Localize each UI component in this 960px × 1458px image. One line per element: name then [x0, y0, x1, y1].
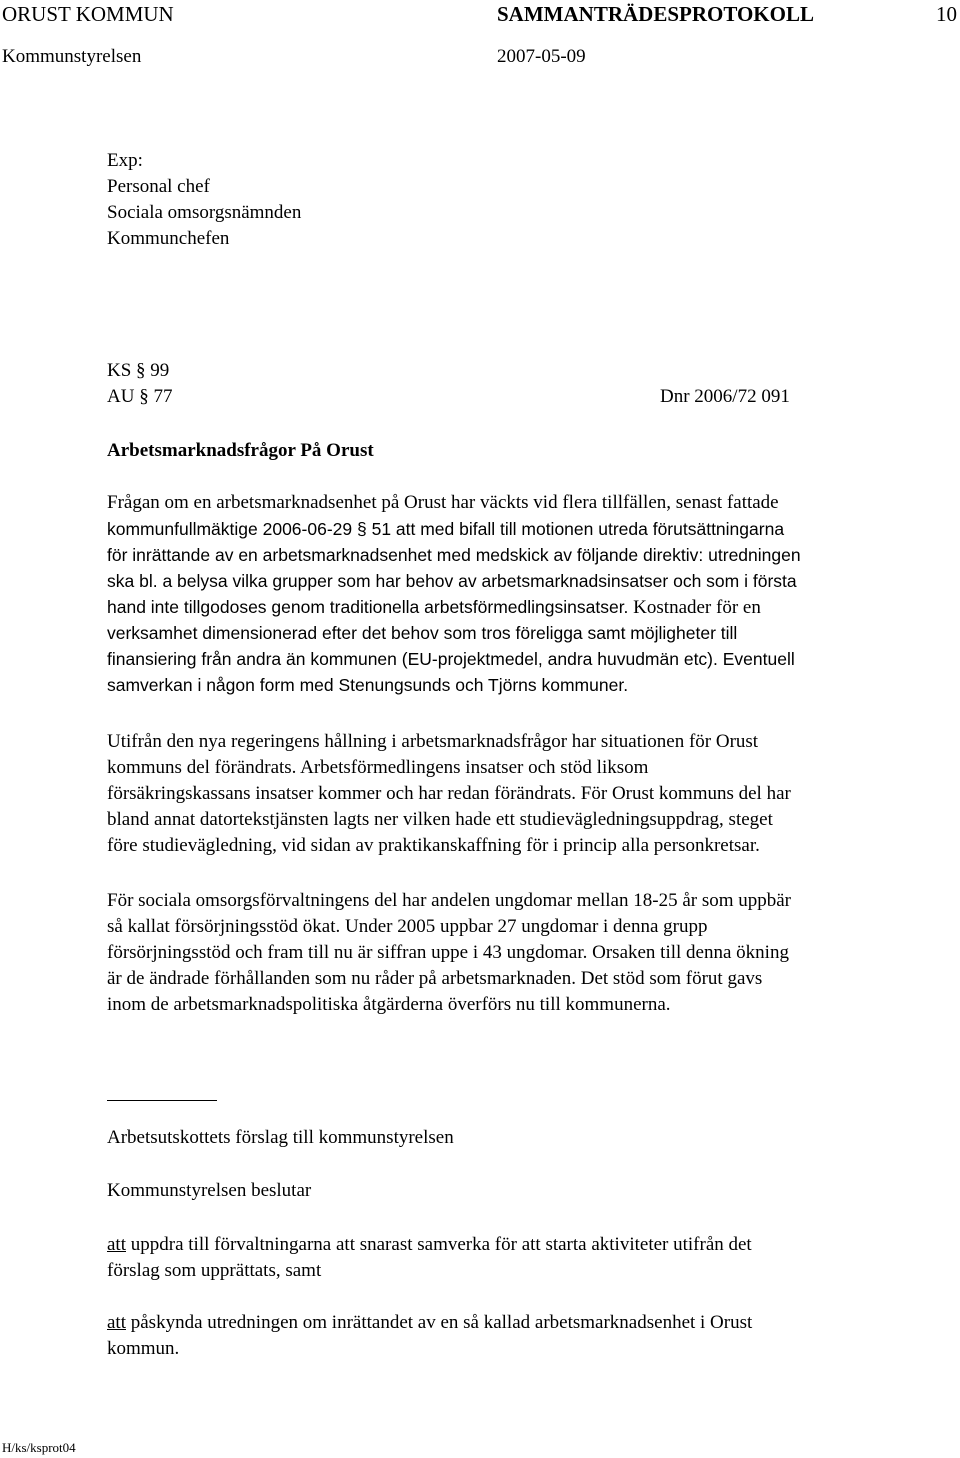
decision-text: uppdra till förvaltningarna att snarast samverka för att starta aktiviteter utifrån det [126, 1234, 752, 1255]
paragraph-line: kommunfullmäktige 2006-06-29 § 51 att med bifall till motionen utreda förutsättningarna [107, 519, 785, 539]
recipient: Personal chef [107, 176, 210, 197]
paragraph-line: för inrättande av en arbetsmarknadsenhet med medskick av följande direktiv: utredningen [107, 545, 801, 565]
recipient: Kommunchefen [107, 228, 230, 249]
distribution-list [107, 148, 301, 252]
paragraph-line: före studievägledning, vid sidan av praktikanskaffning för i princip alla personkretsar. [107, 835, 760, 856]
separator-rule [107, 1100, 217, 1101]
decision-item [107, 1310, 752, 1362]
case-references [107, 358, 827, 410]
paragraph-line: bland annat datortekstjänsten lagts ner vilken hade ett studievägledningsuppdrag, steget [107, 809, 773, 830]
paragraph-line: ska bl. a belysa vilka grupper som har behov av arbetsmarknadsinsatser och som i första [107, 571, 797, 591]
paragraph-line: Utifrån den nya regeringens hållning i arbetsmarknadsfrågor har situationen för Orust [107, 731, 759, 752]
decision-keyword: att [107, 1312, 126, 1333]
paragraph-line: finansiering från andra än kommunen (EU-projektmedel, andra huvudmän etc). Eventuell [107, 649, 795, 669]
decision-keyword: att [107, 1234, 126, 1255]
footer-path: H/ks/ksprot04 [2, 1440, 76, 1455]
paragraph-line: samverkan i någon form med Stenungsunds och Tjörns kommuner. [107, 675, 629, 695]
diary-number: Dnr 2006/72 091 [660, 386, 790, 407]
committee-name: Kommunstyrelsen [2, 46, 142, 67]
distribution-label: Exp: [107, 150, 143, 171]
decision-text: förslag som upprättats, samt [107, 1260, 322, 1281]
paragraph-line: försörjningsstöd och fram till nu är siffran uppe i 43 ungdomar. Orsaken till denna ökning [107, 942, 789, 963]
document-type: SAMMANTRÄDESPROTOKOLL [497, 2, 814, 26]
decision-item [107, 1232, 752, 1284]
paragraph-situation [107, 729, 791, 859]
au-paragraph: AU § 77 [107, 386, 173, 407]
paragraph-line: inom de arbetsmarknadspolitiska åtgärderna överförs nu till kommunerna. [107, 994, 671, 1015]
decision-text: kommun. [107, 1338, 180, 1359]
ks-paragraph: KS § 99 [107, 360, 170, 381]
paragraph-line: hand inte tillgodoses genom traditionella arbetsförmedlingsinsatser. Kostnader för en [107, 597, 761, 618]
paragraph-line: För sociala omsorgsförvaltningens del har andelen ungdomar mellan 18-25 år som uppbär [107, 890, 792, 911]
paragraph-line: Frågan om en arbetsmarknadsenhet på Orust har väckts vid flera tillfällen, senast fattade [107, 492, 779, 513]
decision-text: påskynda utredningen om inrättandet av en så kallad arbetsmarknadsenhet i Orust [126, 1312, 753, 1333]
organization-name: ORUST KOMMUN [2, 2, 174, 26]
paragraph-line: är de ändrade förhållanden som nu råder på arbetsmarknaden. Det stöd som förut gavs [107, 968, 763, 989]
section-title: Arbetsmarknadsfrågor På Orust [107, 440, 374, 461]
page-number: 10 [936, 2, 957, 26]
recipient: Sociala omsorgsnämnden [107, 202, 302, 223]
paragraph-youth [107, 888, 791, 1018]
decision-heading: Kommunstyrelsen beslutar [107, 1180, 312, 1201]
meeting-date: 2007-05-09 [497, 46, 586, 67]
paragraph-line: verksamhet dimensionerad efter det behov som tros föreligga samt möjligheter till [107, 623, 738, 643]
paragraph-line: kommuns del förändrats. Arbetsförmedlingens insatser och stöd liksom [107, 757, 649, 778]
paragraph-line: så kallat försörjningsstöd ökat. Under 2005 uppbar 27 ungdomar i denna grupp [107, 916, 708, 937]
paragraph-background [107, 490, 801, 698]
paragraph-line: försäkringskassans insatser kommer och har redan förändrats. För Orust kommuns del har [107, 783, 791, 804]
au-row [107, 384, 827, 410]
proposal-heading: Arbetsutskottets förslag till kommunstyrelsen [107, 1127, 454, 1148]
